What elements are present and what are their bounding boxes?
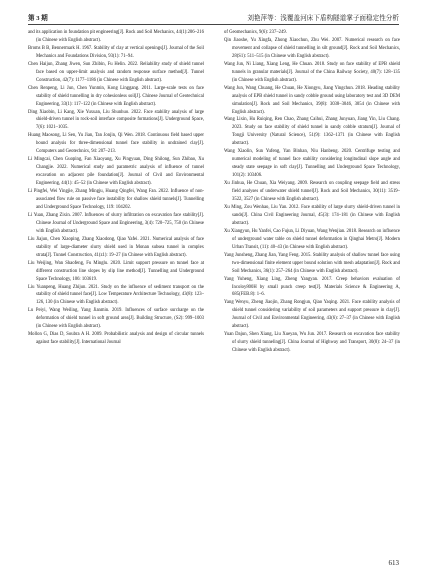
reference-entry: Yuan Dajun, Shen Xiang, Liu Xueyan, Wu Jun. 2017. Research on excavation face stability of slurry shield tunneling[J]. China Journal of Highway and Transport, 30(8): 24–37 (in Chinese with English abstract). (224, 332, 400, 354)
reference-entry: Chen Haijun, Zhang Jiwen, Sun Zhibin, Fu Helin. 2022. Reliability study of shield tunnel face based on upper-limit analysis and random response surface method[J]. Tunnel Construction, 42(7): 1177–1186 (in Chinese with English abstract). (28, 61, 204, 83)
reference-entry: of Geomechanics, 9(6): 237–249. (224, 30, 287, 35)
reference-entry: Yang Wenyu, Zheng Jiaojin, Zhang Rongjun, Qiao Yaqing. 2021. Face stability analysis of shield tunnel considering variability of soil parameters and support pressure in clay[J]. Journal of Civil and Environmental Engineering, 43(6): 27–37 (in Chinese with English abstract). (224, 300, 400, 330)
reference-entry: Wang Lixin, Hu Ruiqing, Ren Chao, Zhang Caihui, Zhang Junyuan, Jiang Yin, Liu Chang. 2023. Study on face stability of shield tunnel in sandy cobble stratum[J]. Journal of Tongji University (Natural Science), 51(9): 1362–1371 (in Chinese with English abstract). (224, 117, 400, 147)
reference-entry: Wang Jun, Ni Liang, Xiang Leng, He Chuan. 2018. Study on face stability of EPB shield tunnels in granular materials[J]. Journal of the China Railway Society, 40(7): 128–135 (in Chinese with English abstract). (224, 61, 400, 83)
page-header (28, 10, 399, 25)
references-left-column (28, 29, 204, 347)
reference-entry: Li Mingcai, Chen Guoping, Fan Xiaoyang, Xu Pingyuan, Ding Shilong, Sun Zhibao, Xu Changjie. 2022. Numerical study and parametric analysis of influence of tunnel excavation on adjacent pile foundation[J]. Journal of Civil and Environmental Engineering, 44(1): 45–52 (in Chinese with English abstract). (28, 157, 204, 187)
reference-entry: Liu Weijing, Wan Shaofeng, Fu Minglu. 2020. Limit support pressure on tunnel face at different construction line slopes by slip line method[J]. Tunnelling and Underground Space Technology, 106: 103619. (28, 260, 204, 282)
reference-entry: Yang Junsheng, Zhang Jian, Yang Feng. 2015. Stability analysis of shallow tunnel face using two-dimensional finite element upper bound solution with mesh adaptation[J]. Rock and Soil Mechanics, 36(1): 257–264 (in Chinese with English abstract). (224, 252, 400, 274)
reference-entry: Li Yuan, Zhang Zixin. 2007. Influences of slurry infiltration on excavation face stability[J]. Chinese Journal of Underground Space and Engineering, 3(4): 720–725, 750 (in Chinese with English abstract). (28, 212, 204, 234)
reference-entry: Qin Jiaoshe, Yu Xingfa, Zhong Xiaochun, Zhu Wei. 2007. Numerical research on face movement and collapse of shield tunnelling in silt ground[J]. Rock and Soil Mechanics, 28(S1): 511–515 (in Chinese with English abstract). (224, 37, 400, 59)
reference-entry: Liu Yuanpeng, Huang Zhijun. 2021. Study on the influence of sediment transport on the stability of shield tunnel face[J]. Low Temperature Architecture Technology, 43(8): 123–126, 130 (in Chinese with English abstract). (28, 284, 204, 306)
reference-entry: and its application in foundation pit engineering[J]. Rock and Soil Mechanics, 44(1):206–216 (in Chinese with English abstract). (28, 30, 204, 43)
reference-entry: Wang Jun, Wang Chuang, He Chuan, He Xiongyu, Jiang Yingchun. 2018. Heading stability analysis of EPB shield tunnel in sandy cobble ground using laboratory test and 3D DEM simulation[J]. Rock and Soil Mechanics, 39(8): 3038–3046, 3054 (in Chinese with English abstract). (224, 85, 400, 115)
issue-label: 第 3 期 (28, 15, 48, 22)
reference-entry: Broms B B, Bennermark H. 1967. Stability of clay at vertical openings[J]. Journal of the Soil Mechanics and Foundations Division, 93(1): 71–94. (28, 45, 204, 59)
reference-entry: Xu Jinhua, He Chuan, Xia Weiyang. 2009. Research on coupling seepage field and stress field analyses of underwater shield tunnel[J]. Rock and Soil Mechanics, 30(11): 3519–3522, 3527 (in Chinese with English abstract). (224, 181, 400, 203)
reference-entry: Yang Yuheng, Xiang Ling, Zheng Yangyan. 2017. Creep behaviors evaluation of Incoloy800H by small punch creep test[J]. Materials Science & Engineering A, 685(FEB.8): 1–6. (224, 276, 400, 298)
references-right-column (224, 29, 400, 355)
reference-entry: Huang Maosong, Li Sen, Yu Jian, Tan Jonjin, Qi Wen. 2018. Continuous field based upper bound analysis for three-dimensional tunnel face stability in undrained clay[J]. Computers and Geotechnics, 94: 207–213. (28, 133, 204, 155)
reference-entry: Chen Renpeng, Li Jun, Chen Yunmin, Kong Linggang. 2011. Large-scale tests on face stability of shield tunnelling in dry cohesionless soil[J]. Chinese Journal of Geotechnical Engineering, 33(1): 117–122 (in Chinese with English abstract). (28, 85, 204, 107)
reference-entry: Xu Xiangyun, Hu Yanfei, Cao Fujun, Li Diyuan, Wang Wenjian. 2018. Research on influence of underground water table on shield tunnel deformation in Qinghai Metro[J]. Modern Urban Transit, (11): 40–43 (in Chinese with English abstract). (224, 228, 400, 250)
page-number: 613 (388, 559, 399, 567)
reference-entry: Ding Xiaobin, Li Kang, Xie Yuxuan, Liu Shunhuo. 2022. Face stability analysis of large shield-driven tunnel in rock-soil interface composite formations[J]. Underground Space, 7(6): 1021–1035. (28, 109, 204, 131)
running-title: 刘艳萍等：浅覆盖河床下盾构隧道掌子面稳定性分析 (247, 15, 399, 22)
reference-entry: Li Pingfei, Wei Yingjie, Zhang Mingju, Huang Qingfei, Wang Fan. 2022. Influence of non-associated flow rule on passive face instability for shallow shield tunnels[J]. Tunnelling and Underground Space Technology, 119: 104202. (28, 189, 204, 210)
reference-entry: Wang Xiaolin, Sun Yufeng, Yan Binhan, Niu Hanbeng. 2020. Centrifuge testing and numerical modeling of tunnel face stability considering longitudinal slope angle and steady state seepage in soft clay[J]. Tunnelling and Underground Space Technology, 101(2): 103406. (224, 149, 400, 179)
reference-entry: Lu Peiyi, Wang Weiling, Yang Jianmin. 2019. Influences of surface surcharge on the deformation of shield tunnel in soft ground area[J]. Building Structure, (S2): 999–1003 (in Chinese with English abstract). (28, 308, 204, 330)
reference-entry: Xu Ming, Zou Wenhao, Liu Yan. 2012. Face stability of large slurry shield-driven tunnel in sands[J]. China Civil Engineering Journal, 45(3): 174–181 (in Chinese with English abstract). (224, 204, 400, 226)
reference-entry: Liu Jiajun, Chen Xiaoping, Zhang Xiaodong, Qiao Yafei. 2021. Numerical analysis of face stability of large-diameter slurry shield used in Monan subsea tunnel in complex strata[J]. Tunnel Construction, 41(z1): 19–27 (in Chinese with English abstract). (28, 236, 204, 258)
reference-entry: Mollon G, Dias D, Soubra A H. 2009. Probabilistic analysis and design of circular tunnels against face stability[J]. International Journal (28, 332, 204, 346)
